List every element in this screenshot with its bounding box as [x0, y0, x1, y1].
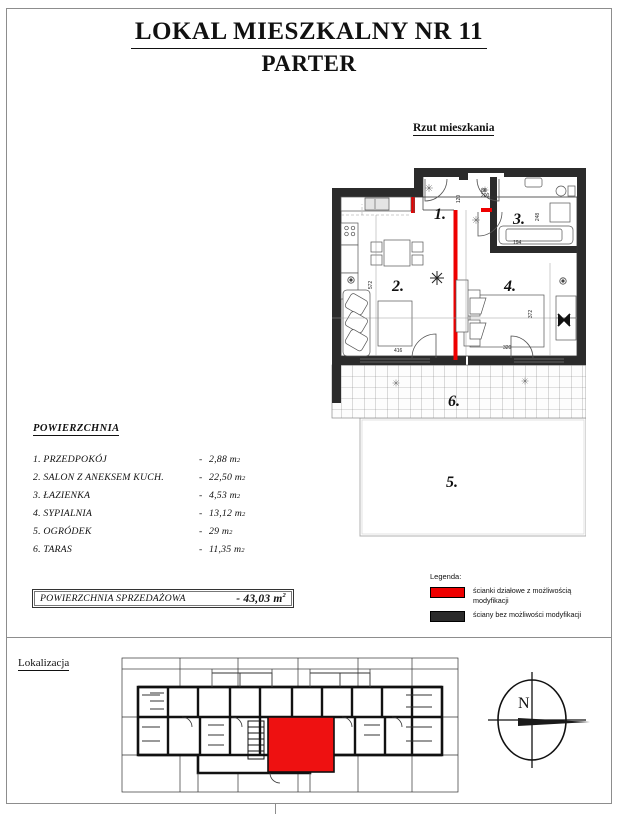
document-header: [0, 18, 618, 77]
area-dash: -: [199, 526, 203, 537]
localization-label: Lokalizacja: [18, 657, 70, 669]
dimension-194: 194: [513, 240, 522, 246]
area-name: 3. ŁAZIENKA: [33, 490, 91, 501]
area-row: [33, 472, 301, 490]
page-border-bottom: [6, 803, 612, 804]
area-unit-sup: 2: [241, 475, 246, 482]
bottom-tick-mark: [275, 803, 276, 814]
panel-divider: [6, 637, 612, 638]
total-area-value: [236, 592, 286, 605]
room-number-2: 2.: [392, 278, 404, 295]
area-name: 2. SALON Z ANEKSEM KUCH.: [33, 472, 164, 483]
area-value: 2,88 m: [209, 454, 237, 465]
legend-item-modifiable: [430, 586, 610, 605]
dimension-372: 372: [528, 309, 535, 319]
compass-north-label: N: [518, 695, 530, 712]
legend-swatch-red: [430, 587, 465, 598]
area-unit-sup: 2: [241, 547, 245, 554]
compass-rose: [482, 668, 594, 772]
area-unit-sup: 2: [236, 457, 241, 464]
area-dash: -: [199, 544, 203, 555]
dimension-248: 248: [535, 212, 542, 222]
total-area-box: [32, 589, 294, 608]
page-subtitle: PARTER: [261, 50, 357, 76]
area-dash: -: [199, 472, 203, 483]
dimension-320: 320: [503, 345, 512, 351]
area-name: 1. PRZEDPOKÓJ: [33, 454, 107, 465]
plan-caption: Rzut mieszkania: [413, 122, 495, 134]
area-value: 11,35 m: [209, 544, 242, 555]
area-name: 5. OGRÓDEK: [33, 526, 92, 537]
area-value: 4,53 m: [209, 490, 237, 501]
area-dash: -: [199, 490, 203, 501]
room-number-6: 6.: [448, 393, 460, 410]
highlighted-unit: [268, 717, 334, 772]
page-title: LOKAL MIESZKALNY NR 11: [131, 18, 487, 49]
area-name: 4. SYPIALNIA: [33, 508, 93, 519]
building-localization-plan: [120, 655, 460, 795]
area-row: [33, 508, 301, 526]
room-number-1: 1.: [434, 206, 446, 223]
total-area-label: POWIERZCHNIA SPRZEDAŻOWA: [40, 593, 186, 604]
area-value: 29 m: [209, 526, 230, 537]
area-dash: -: [199, 508, 203, 519]
dimension-80: 80: [481, 188, 487, 194]
dimension-120: 120: [456, 194, 463, 204]
legend-title: Legenda:: [430, 572, 462, 581]
area-unit-sup: 2: [236, 493, 241, 500]
areas-list: [33, 454, 301, 562]
legend-item-structural: [430, 610, 610, 622]
area-row: [33, 526, 301, 544]
page-border-top: [6, 8, 612, 9]
area-row: [33, 544, 301, 562]
dimension-572: 572: [368, 280, 375, 290]
area-unit-sup: 2: [241, 511, 246, 518]
area-row: [33, 490, 301, 508]
room-number-5: 5.: [446, 474, 458, 491]
room-number-3: 3.: [513, 211, 525, 228]
total-area-number: - 43,03 m: [236, 592, 283, 605]
page-border-right: [611, 8, 612, 804]
area-value: 13,12 m: [209, 508, 242, 519]
areas-heading: POWIERZCHNIA: [33, 423, 120, 434]
total-area-unit-sup: 2: [282, 592, 286, 599]
area-value: 22,50 m: [209, 472, 242, 483]
area-unit-sup: 2: [229, 529, 233, 536]
area-dash: -: [199, 454, 203, 465]
legend-label: ściany bez możliwości modyfikacji: [473, 610, 582, 620]
areas-section: [33, 418, 301, 562]
room-number-4: 4.: [504, 278, 516, 295]
legend-swatch-black: [430, 611, 465, 622]
dimension-416: 416: [394, 348, 403, 354]
legend: [430, 572, 610, 627]
area-row: [33, 454, 301, 472]
dimension-200: 200: [481, 193, 490, 199]
legend-label: ścianki działowe z możliwością modyfikacji: [473, 586, 572, 605]
page-border-left: [6, 8, 7, 804]
apartment-floor-plan: [318, 168, 586, 560]
area-name: 6. TARAS: [33, 544, 72, 555]
